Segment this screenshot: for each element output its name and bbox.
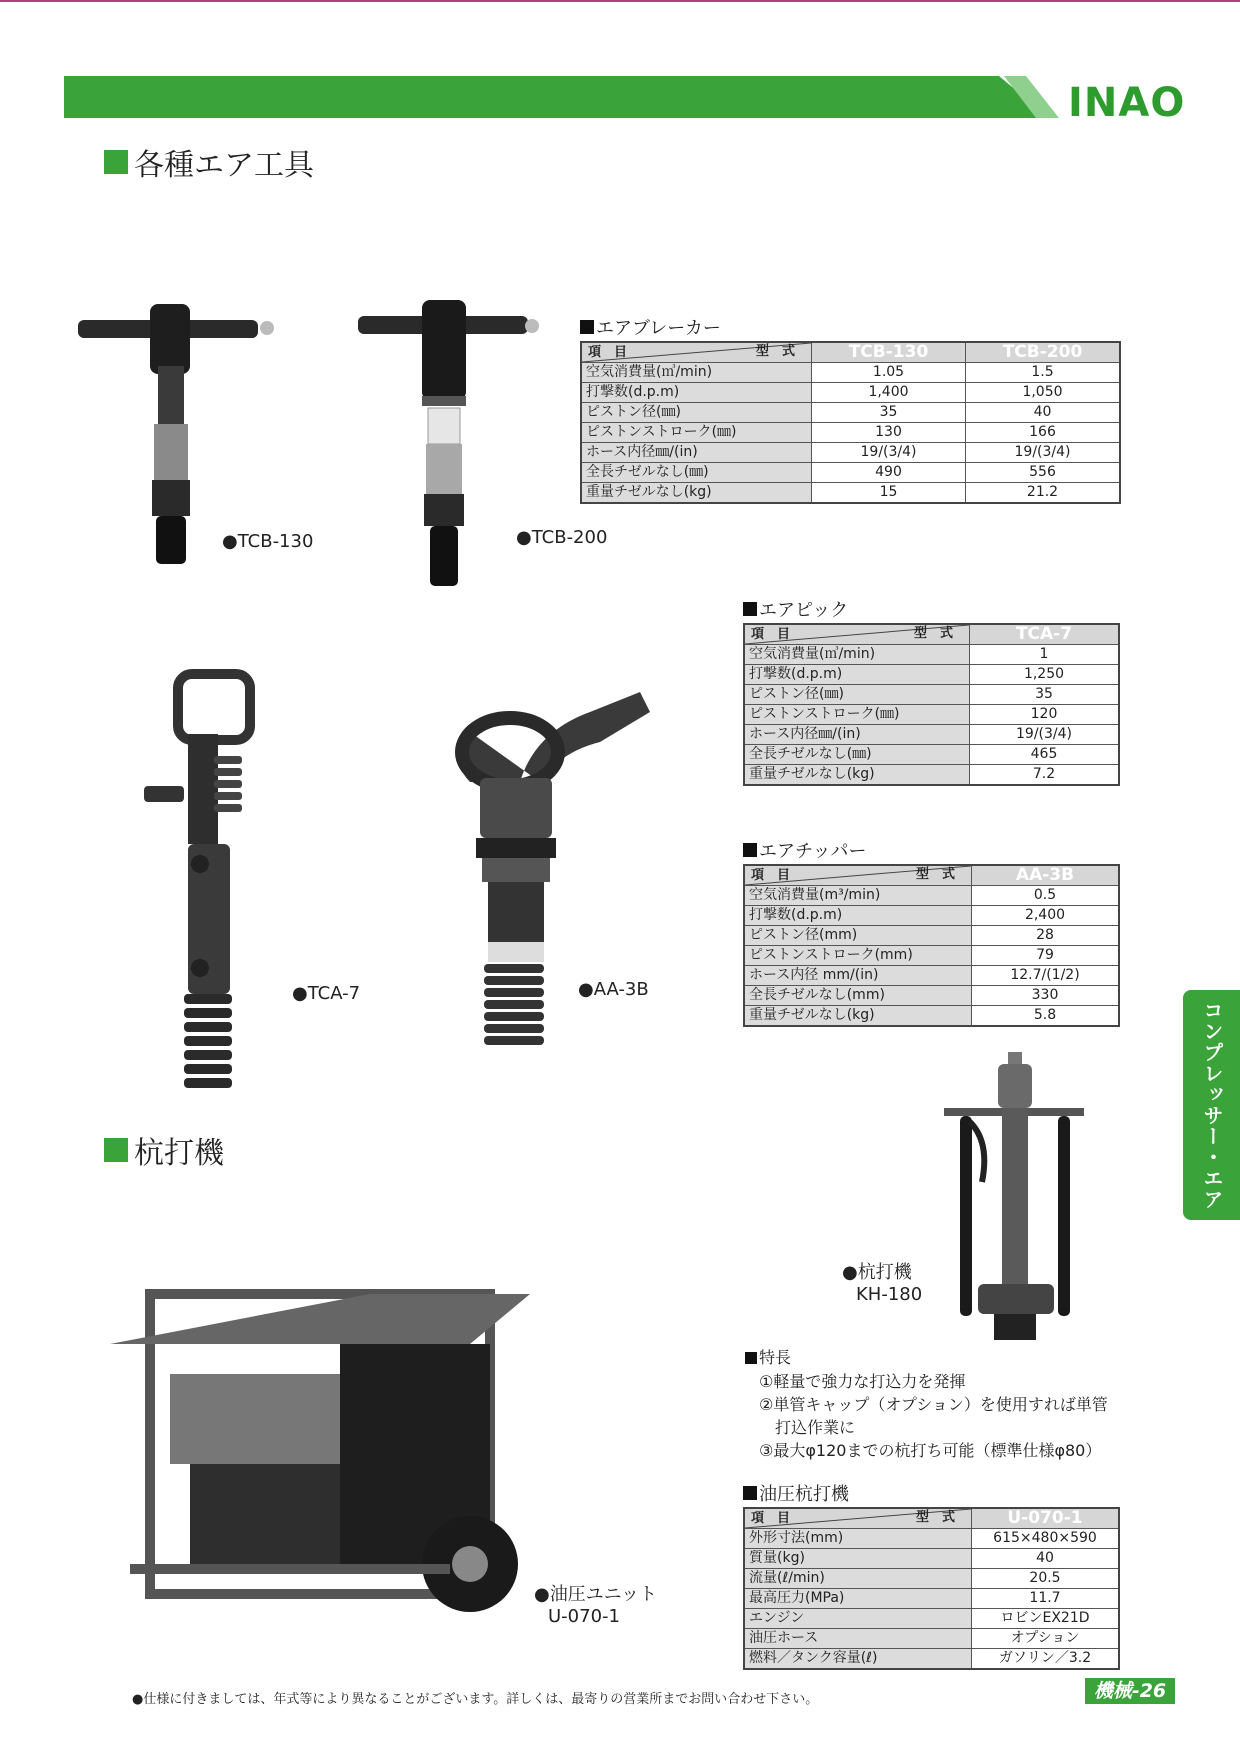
hydraulic-table bbox=[743, 1507, 1120, 1670]
table-title-text: エアブレーカー bbox=[596, 318, 721, 339]
cell-value: 7.2 bbox=[970, 765, 1120, 786]
title-square-icon bbox=[743, 1486, 757, 1500]
row-label: 重量チゼルなし(kg) bbox=[744, 1006, 972, 1027]
table-title-text: エアチッパー bbox=[759, 841, 867, 862]
table-row bbox=[744, 765, 1119, 786]
aa-3b-photo bbox=[440, 672, 660, 1092]
cell-value: 1,250 bbox=[970, 665, 1120, 685]
table-row bbox=[744, 906, 1119, 926]
cell-value: 1,050 bbox=[966, 383, 1121, 403]
cell-value: 1.5 bbox=[966, 363, 1121, 383]
header-type-label: 型 式 bbox=[755, 344, 795, 359]
header-type-label: 型 式 bbox=[913, 626, 953, 641]
features-title-text: 特長 bbox=[759, 1348, 792, 1367]
table-row bbox=[744, 1569, 1119, 1589]
air-chipper-spec-block bbox=[743, 837, 1120, 1027]
caption-line: U-070-1 bbox=[548, 1606, 620, 1627]
cell-value: 1,400 bbox=[812, 383, 966, 403]
table-row bbox=[744, 1649, 1119, 1670]
brand-logo: INAO bbox=[1068, 80, 1186, 126]
table-row bbox=[744, 886, 1119, 906]
row-label: ピストン径(mm) bbox=[744, 926, 972, 946]
row-label: 全長チゼルなし(㎜) bbox=[744, 745, 970, 765]
cell-value: 120 bbox=[970, 705, 1120, 725]
cell-value: 130 bbox=[812, 423, 966, 443]
title-square-icon bbox=[743, 602, 757, 616]
row-label: ピストン径(㎜) bbox=[581, 403, 812, 423]
section-heading-air-tools bbox=[104, 140, 314, 184]
cell-value: 556 bbox=[966, 463, 1121, 483]
row-label: 打撃数(d.p.m) bbox=[744, 906, 972, 926]
caption-u-070-1 bbox=[534, 1584, 657, 1628]
cell-value: ガソリン／3.2 bbox=[972, 1649, 1120, 1670]
cell-value: 21.2 bbox=[966, 483, 1121, 504]
row-label: ホース内径 mm/(in) bbox=[744, 966, 972, 986]
row-label: ピストンストローク(㎜) bbox=[744, 705, 970, 725]
row-label: エンジン bbox=[744, 1609, 972, 1629]
cell-value: 79 bbox=[972, 946, 1120, 966]
air-chipper-table bbox=[743, 864, 1120, 1027]
section-title: 杭打機 bbox=[134, 1136, 224, 1171]
table-row bbox=[581, 403, 1120, 423]
model-header: AA-3B bbox=[972, 865, 1120, 886]
cell-value: 0.5 bbox=[972, 886, 1120, 906]
row-label: 重量チゼルなし(kg) bbox=[581, 483, 812, 504]
cell-value: 15 bbox=[812, 483, 966, 504]
cell-value: 2,400 bbox=[972, 906, 1120, 926]
table-row bbox=[581, 383, 1120, 403]
header-item-label: 項 目 bbox=[751, 627, 791, 642]
cell-value: 40 bbox=[966, 403, 1121, 423]
footnote: ●仕様に付きましては、年式等により異なることがございます。詳しくは、最寄りの営業所までお問い合わせ下さい。 bbox=[132, 1692, 819, 1707]
features-title bbox=[745, 1346, 1108, 1369]
header-corner-cell bbox=[744, 624, 970, 645]
caption-aa-3b: ●AA-3B bbox=[578, 979, 649, 1000]
row-label: ピストン径(㎜) bbox=[744, 685, 970, 705]
cell-value: 28 bbox=[972, 926, 1120, 946]
row-label: 最高圧力(MPa) bbox=[744, 1589, 972, 1609]
feature-item: ③最大φ120までの杭打ち可能（標準仕様φ80） bbox=[759, 1441, 1102, 1460]
top-rule bbox=[0, 0, 1240, 2]
page-number: 機械-26 bbox=[1085, 1678, 1175, 1704]
row-label: ホース内径㎜/(in) bbox=[744, 725, 970, 745]
row-label: ピストンストローク(mm) bbox=[744, 946, 972, 966]
side-category-tab[interactable]: コンプレッサー・エア機器・杭打機 bbox=[1183, 990, 1240, 1220]
row-label: 燃料／タンク容量(ℓ) bbox=[744, 1649, 972, 1670]
table-row bbox=[581, 483, 1120, 504]
cell-value: 615×480×590 bbox=[972, 1529, 1120, 1549]
row-label: 全長チゼルなし(㎜) bbox=[581, 463, 812, 483]
table-row bbox=[744, 725, 1119, 745]
caption-tca-7: ●TCA-7 bbox=[292, 983, 361, 1004]
cell-value: 40 bbox=[972, 1549, 1120, 1569]
table-row bbox=[744, 926, 1119, 946]
table-row bbox=[581, 363, 1120, 383]
cell-value: 1.05 bbox=[812, 363, 966, 383]
row-label: 打撃数(d.p.m) bbox=[581, 383, 812, 403]
model-header: U-070-1 bbox=[972, 1508, 1120, 1529]
cell-value: 12.7/(1/2) bbox=[972, 966, 1120, 986]
table-row bbox=[581, 423, 1120, 443]
table-row bbox=[744, 645, 1119, 665]
table-row bbox=[744, 1006, 1119, 1027]
header-banner bbox=[64, 76, 1059, 118]
cell-value: 1 bbox=[970, 645, 1120, 665]
cell-value: 166 bbox=[966, 423, 1121, 443]
row-label: 打撃数(d.p.m) bbox=[744, 665, 970, 685]
cell-value: 465 bbox=[970, 745, 1120, 765]
caption-line: ●油圧ユニット bbox=[534, 1584, 657, 1605]
cell-value: 20.5 bbox=[972, 1569, 1120, 1589]
caption-kh-180 bbox=[842, 1262, 922, 1306]
cell-value: 19/(3/4) bbox=[970, 725, 1120, 745]
table-row bbox=[744, 966, 1119, 986]
u-070-1-photo bbox=[110, 1264, 550, 1654]
row-label: 質量(kg) bbox=[744, 1549, 972, 1569]
air-breaker-title bbox=[580, 314, 1121, 340]
feature-item: ①軽量で強力な打込力を発揮 bbox=[759, 1372, 966, 1391]
kh-180-photo bbox=[940, 1052, 1090, 1342]
air-breaker-table bbox=[580, 341, 1121, 504]
cell-value: 490 bbox=[812, 463, 966, 483]
hydraulic-spec-block bbox=[743, 1480, 1120, 1670]
cell-value: 35 bbox=[812, 403, 966, 423]
title-square-icon bbox=[745, 1352, 757, 1364]
features-block bbox=[745, 1346, 1108, 1462]
model-header: TCA-7 bbox=[970, 624, 1120, 645]
section-heading-pile-driver bbox=[104, 1128, 224, 1172]
table-row bbox=[744, 705, 1119, 725]
table-row bbox=[744, 1549, 1119, 1569]
cell-value: ロビンEX21D bbox=[972, 1609, 1120, 1629]
header-corner-cell bbox=[744, 1508, 972, 1529]
row-label: 重量チゼルなし(kg) bbox=[744, 765, 970, 786]
air-chipper-title bbox=[743, 837, 1120, 863]
tca-7-photo bbox=[140, 668, 280, 1108]
table-row bbox=[744, 946, 1119, 966]
row-label: 空気消費量(m³/min) bbox=[744, 886, 972, 906]
header-item-label: 項 目 bbox=[751, 868, 791, 883]
table-row bbox=[744, 745, 1119, 765]
cell-value: 19/(3/4) bbox=[812, 443, 966, 463]
model-header: TCB-200 bbox=[966, 342, 1121, 363]
row-label: ホース内径㎜/(in) bbox=[581, 443, 812, 463]
tcb-130-photo bbox=[70, 296, 280, 571]
feature-item: ②単管キャップ（オプション）を使用すれば単管 bbox=[759, 1395, 1108, 1414]
cell-value: 5.8 bbox=[972, 1006, 1120, 1027]
caption-line: KH-180 bbox=[856, 1284, 923, 1305]
air-breaker-spec-block bbox=[580, 314, 1121, 504]
header-type-label: 型 式 bbox=[915, 867, 955, 882]
air-pick-title bbox=[743, 596, 1120, 622]
row-label: 外形寸法(mm) bbox=[744, 1529, 972, 1549]
table-row bbox=[744, 1589, 1119, 1609]
header-item-label: 項 目 bbox=[588, 345, 628, 360]
caption-tcb-130: ●TCB-130 bbox=[222, 531, 314, 552]
table-row bbox=[744, 1629, 1119, 1649]
caption-line: ●杭打機 bbox=[842, 1262, 912, 1283]
table-title-text: エアピック bbox=[759, 600, 849, 621]
table-row bbox=[744, 665, 1119, 685]
table-row bbox=[581, 443, 1120, 463]
table-title-text: 油圧杭打機 bbox=[759, 1484, 849, 1505]
row-label: 油圧ホース bbox=[744, 1629, 972, 1649]
model-header: TCB-130 bbox=[812, 342, 966, 363]
header-item-label: 項 目 bbox=[751, 1511, 791, 1526]
heading-square-icon bbox=[104, 150, 128, 174]
feature-item: 打込作業に bbox=[759, 1418, 856, 1437]
table-row bbox=[744, 986, 1119, 1006]
cell-value: 19/(3/4) bbox=[966, 443, 1121, 463]
tcb-200-photo bbox=[356, 296, 546, 596]
row-label: 空気消費量(㎥/min) bbox=[581, 363, 812, 383]
header-corner-cell bbox=[744, 865, 972, 886]
row-label: 流量(ℓ/min) bbox=[744, 1569, 972, 1589]
air-pick-table bbox=[743, 623, 1120, 786]
cell-value: 330 bbox=[972, 986, 1120, 1006]
table-row bbox=[744, 1609, 1119, 1629]
cell-value: 35 bbox=[970, 685, 1120, 705]
title-square-icon bbox=[743, 843, 757, 857]
title-square-icon bbox=[580, 320, 594, 334]
row-label: 全長チゼルなし(mm) bbox=[744, 986, 972, 1006]
table-row bbox=[744, 1529, 1119, 1549]
air-pick-spec-block bbox=[743, 596, 1120, 786]
caption-tcb-200: ●TCB-200 bbox=[516, 527, 608, 548]
table-row bbox=[744, 685, 1119, 705]
header-corner-cell bbox=[581, 342, 812, 363]
heading-square-icon bbox=[104, 1138, 128, 1162]
hydraulic-title bbox=[743, 1480, 1120, 1506]
table-row bbox=[581, 463, 1120, 483]
row-label: 空気消費量(㎥/min) bbox=[744, 645, 970, 665]
row-label: ピストンストローク(㎜) bbox=[581, 423, 812, 443]
section-title: 各種エア工具 bbox=[134, 148, 314, 183]
header-type-label: 型 式 bbox=[915, 1510, 955, 1525]
cell-value: オプション bbox=[972, 1629, 1120, 1649]
cell-value: 11.7 bbox=[972, 1589, 1120, 1609]
